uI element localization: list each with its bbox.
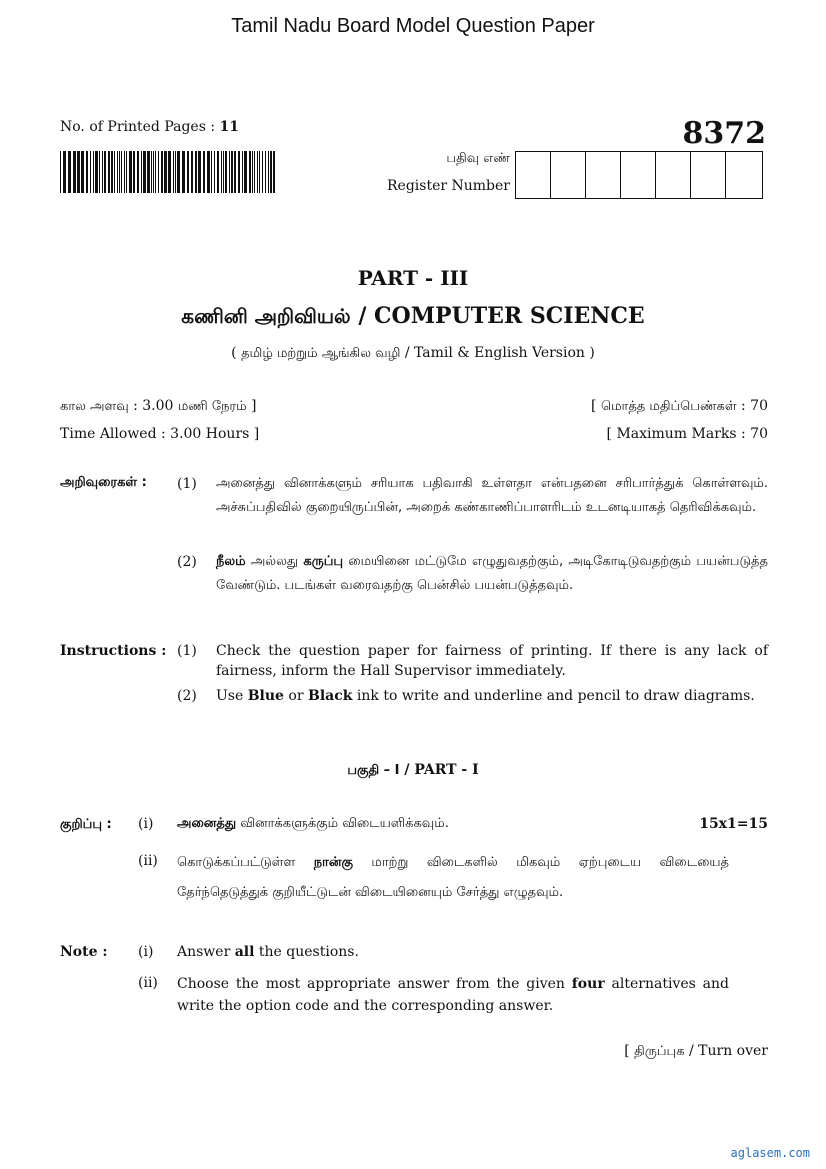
page-banner: Tamil Nadu Board Model Question Paper: [231, 15, 595, 37]
footer-site-link[interactable]: aglasem.com: [730, 1146, 810, 1160]
four-english: four: [571, 976, 605, 992]
instructions-english-num-2: (2): [177, 688, 197, 704]
instructions-english-item-1: Check the question paper for fairness of printing. If there is any lack of fairness, inform the Hall Supervisor immediately.: [216, 643, 768, 679]
paper-code: 8372: [682, 116, 766, 151]
register-digit-box[interactable]: [551, 152, 586, 198]
printed-pages-value: 11: [219, 119, 239, 135]
choose-text: Choose the most appropriate answer from the given: [177, 976, 572, 992]
instructions-tamil-label-text: அறிவுரைகள் :: [60, 475, 147, 490]
subject-separator: /: [350, 303, 375, 329]
time-tamil-label: கால அளவு: [60, 399, 129, 414]
instructions-tamil-label: [60, 474, 147, 491]
note-english-num-2: (ii): [138, 975, 158, 991]
register-digit-box[interactable]: [726, 152, 762, 198]
note-tamil-item-1: [177, 812, 729, 836]
turn-over-open: [: [624, 1043, 635, 1059]
note-english-num-1: (i): [138, 944, 154, 960]
subject-english: COMPUTER SCIENCE: [374, 303, 645, 329]
marks-tamil-open: [: [591, 398, 601, 414]
note-english-item-2: [177, 973, 729, 1017]
version-open: (: [231, 345, 242, 361]
instructions-tamil-item-2-text: மையினை மட்டுமே எழுதுவதற்கும், அடிகோடிடுவதற்கும் பயன்படுத்த வேண்டும். படங்கள் வரைவதற்கு பென்சில் பயன்படுத்தவும்.: [216, 554, 768, 593]
instructions-tamil-num-1: (1): [177, 476, 197, 492]
time-allowed-english: Time Allowed : 3.00 Hours ]: [60, 426, 260, 442]
section-heading: [0, 762, 826, 779]
time-tamil-unit: மணி நேரம்: [177, 399, 247, 414]
subject-tamil: கணினி அறிவியல்: [181, 304, 351, 328]
answer-text: Answer: [177, 944, 235, 960]
turn-over-tamil: திருப்புக: [634, 1044, 685, 1059]
instructions-tamil-item-1: அனைத்து வினாக்களும் சரியாக பதிவாகி உள்ளதா என்பதனை சரிபார்த்துக் கொள்ளவும். அச்சுப்பதிவில் குறையிருப்பின், அறைக் கண்காணிப்பாளரிடம் உடனடியாகத் தெரிவிக்கவும்.: [216, 476, 768, 515]
instructions-english-item-2-text: ink to write and underline and pencil to draw diagrams.: [352, 688, 755, 704]
use-text: Use: [216, 688, 248, 704]
note-english-item-1: [177, 942, 729, 962]
time-allowed-tamil: [60, 398, 257, 415]
blue-english: Blue: [247, 688, 284, 704]
or-english: or: [283, 688, 308, 704]
note-tamil-item-2: [177, 848, 729, 908]
black-tamil: கருப்பு: [303, 554, 344, 569]
max-marks-tamil: [591, 398, 768, 415]
version-english: / Tamil & English Version ): [400, 345, 595, 361]
note-tamil-label: [60, 816, 112, 833]
section-tamil: பகுதி – I: [347, 763, 400, 778]
register-digit-box[interactable]: [621, 152, 656, 198]
register-label-english: Register Number: [387, 178, 510, 194]
marks-tamil-label: மொத்த மதிப்பெண்கள்: [600, 399, 737, 414]
or-tamil: அல்லது: [245, 554, 304, 569]
note-english-label: Note :: [60, 944, 108, 960]
four-tamil: நான்கு: [313, 855, 353, 870]
register-label-tamil: பதிவு எண்: [446, 151, 510, 166]
turn-over-english: / Turn over: [684, 1043, 768, 1059]
version-line: [0, 345, 826, 362]
instructions-tamil-num-2: (2): [177, 554, 197, 570]
instructions-tamil-item-2: [216, 550, 768, 598]
printed-pages: [60, 119, 239, 135]
register-digit-box[interactable]: [586, 152, 621, 198]
all-tamil: அனைத்து: [177, 816, 237, 831]
marks-tamil-value: : 70: [736, 398, 768, 414]
section-marks: 15x1=15: [699, 816, 768, 832]
instructions-english-item-2: [216, 686, 768, 706]
register-digit-box[interactable]: [516, 152, 551, 198]
note-tamil-item-2-text: மாற்று விடைகளில் மிகவும் ஏற்புடைய விடையைத் தேர்ந்தெடுத்துக் குறியீட்டுடன் விடையினையும் சேர்த்து எழுதவும்.: [177, 855, 729, 900]
register-number-boxes[interactable]: [515, 151, 763, 199]
instructions-english-label: Instructions :: [60, 643, 167, 659]
part-title: PART - III: [357, 266, 469, 290]
time-tamil-close: ]: [246, 398, 257, 414]
note-english-item-1-text: the questions.: [254, 944, 359, 960]
note-tamil-label-text: குறிப்பு :: [60, 817, 112, 832]
turn-over: [624, 1043, 768, 1060]
register-digit-box[interactable]: [691, 152, 726, 198]
section-english: / PART - I: [399, 762, 479, 778]
note-tamil-num-2: (ii): [138, 853, 158, 869]
all-english: all: [234, 944, 255, 960]
barcode-image: [60, 151, 276, 193]
black-english: Black: [308, 688, 353, 704]
version-tamil: தமிழ் மற்றும் ஆங்கில வழி: [241, 346, 401, 361]
printed-pages-label: No. of Printed Pages :: [60, 119, 216, 135]
note-tamil-num-1: (i): [138, 816, 154, 832]
time-tamil-value: : 3.00: [128, 398, 178, 414]
instructions-english-num-1: (1): [177, 643, 197, 659]
max-marks-english: [ Maximum Marks : 70: [606, 426, 768, 442]
note-tamil-item-1-text: வினாக்களுக்கும் விடையளிக்கவும்.: [236, 816, 449, 831]
note-english-item-2-text: alternatives and write the option code and the corresponding answer.: [177, 976, 730, 1014]
given-tamil: கொடுக்கப்பட்டுள்ள: [177, 855, 314, 870]
register-digit-box[interactable]: [656, 152, 691, 198]
blue-tamil: நீலம்: [216, 554, 246, 569]
subject-title: [0, 303, 826, 331]
